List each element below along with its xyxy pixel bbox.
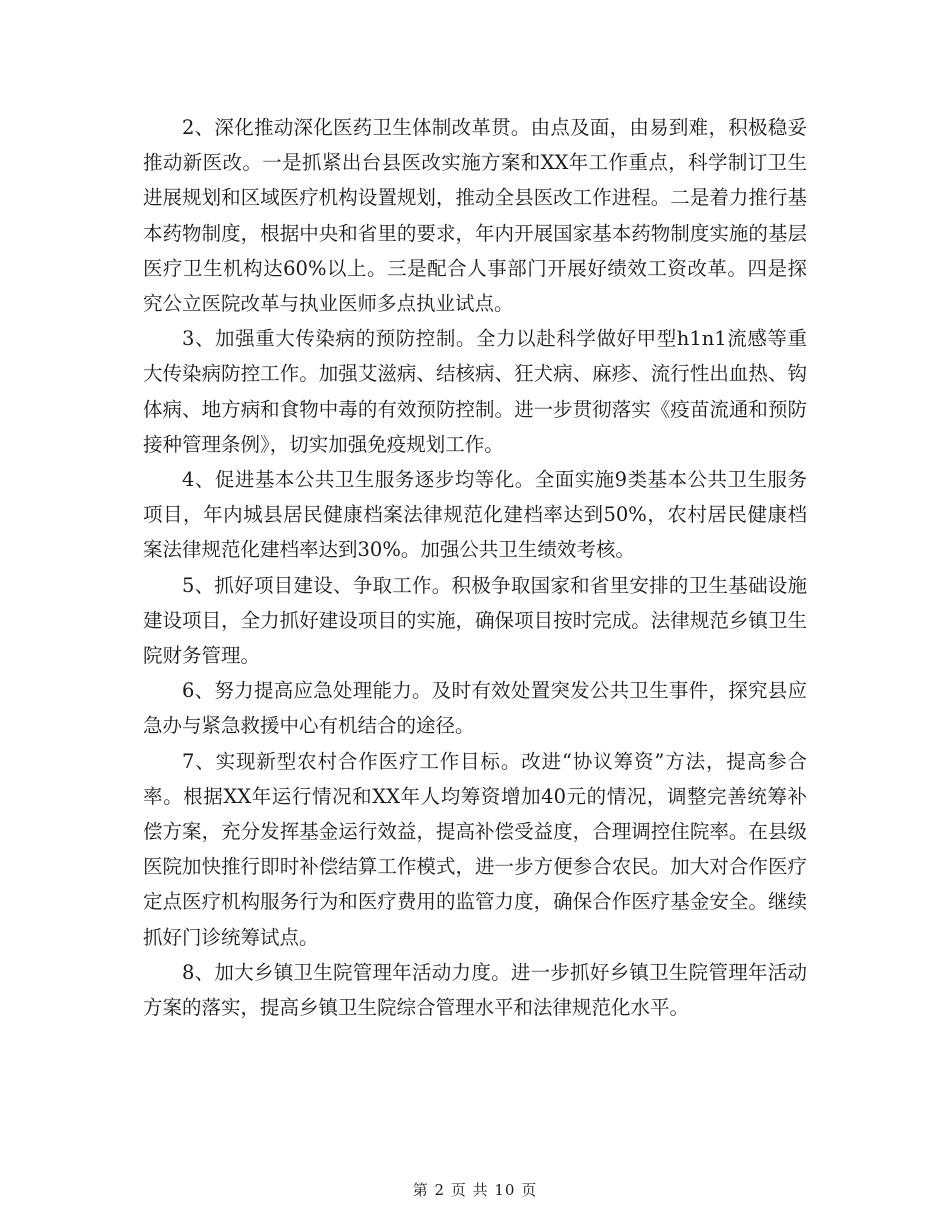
- page-number-footer: 第 2 页 共 10 页: [412, 1181, 538, 1199]
- paragraph-8-township-hospital-management: 8、加大乡镇卫生院管理年活动力度。进一步抓好乡镇卫生院管理年活动方案的落实，提高乡镇卫生院综合管理水平和法律规范化水平。: [143, 960, 807, 1020]
- paragraph-7-rural-cooperative-medical: 7、实现新型农村合作医疗工作目标。改进“协议筹资”方法，提高参合率。根据XX年运行情况和XX年人均筹资增加40元的情况，调整完善统筹补偿方案，充分发挥基金运行效益，提高补偿受益度，合理调控住院率。在县级医院加快推行即时补偿结算工作模式，进一步方便参合农民。加大对合作医疗定点医疗机构服务行为和医疗费用的监管力度，确保合作医疗基金安全。继续抓好门诊统筹试点。: [143, 749, 807, 949]
- paragraph-4-public-health-services: 4、促进基本公共卫生服务逐步均等化。全面实施9类基本公共卫生服务项目，年内城县居民健康档案法律规范化建档率达到50%，农村居民健康档案法律规范化建档率达到30%。加强公共卫生绩效考核。: [143, 468, 807, 562]
- paragraph-3-disease-control: 3、加强重大传染病的预防控制。全力以赴科学做好甲型h1n1流感等重大传染病防控工作。加强艾滋病、结核病、狂犬病、麻疹、流行性出血热、钩体病、地方病和食物中毒的有效预防控制。进一步贯彻落实《疫苗流通和预防接种管理条例》，切实加强免疫规划工作。: [143, 327, 807, 456]
- paragraph-6-emergency-response: 6、努力提高应急处理能力。及时有效处置突发公共卫生事件，探究县应急办与紧急救援中心有机结合的途径。: [143, 679, 807, 738]
- document-body: [143, 110, 807, 1025]
- paragraph-5-project-construction: 5、抓好项目建设、争取工作。积极争取国家和省里安排的卫生基础设施建设项目，全力抓好建设项目的实施，确保项目按时完成。法律规范乡镇卫生院财务管理。: [143, 573, 807, 668]
- paragraph-2-medical-reform: 2、深化推动深化医药卫生体制改革贯。由点及面，由易到难，积极稳妥推动新医改。一是抓紧出台县医改实施方案和XX年工作重点，科学制订卫生进展规划和区域医疗机构设置规划，推动全县医改工作进程。二是着力推行基本药物制度，根据中央和省里的要求，年内开展国家基本药物制度实施的基层医疗卫生机构达60%以上。三是配合人事部门开展好绩效工资改革。四是探究公立医院改革与执业医师多点执业试点。: [143, 116, 807, 316]
